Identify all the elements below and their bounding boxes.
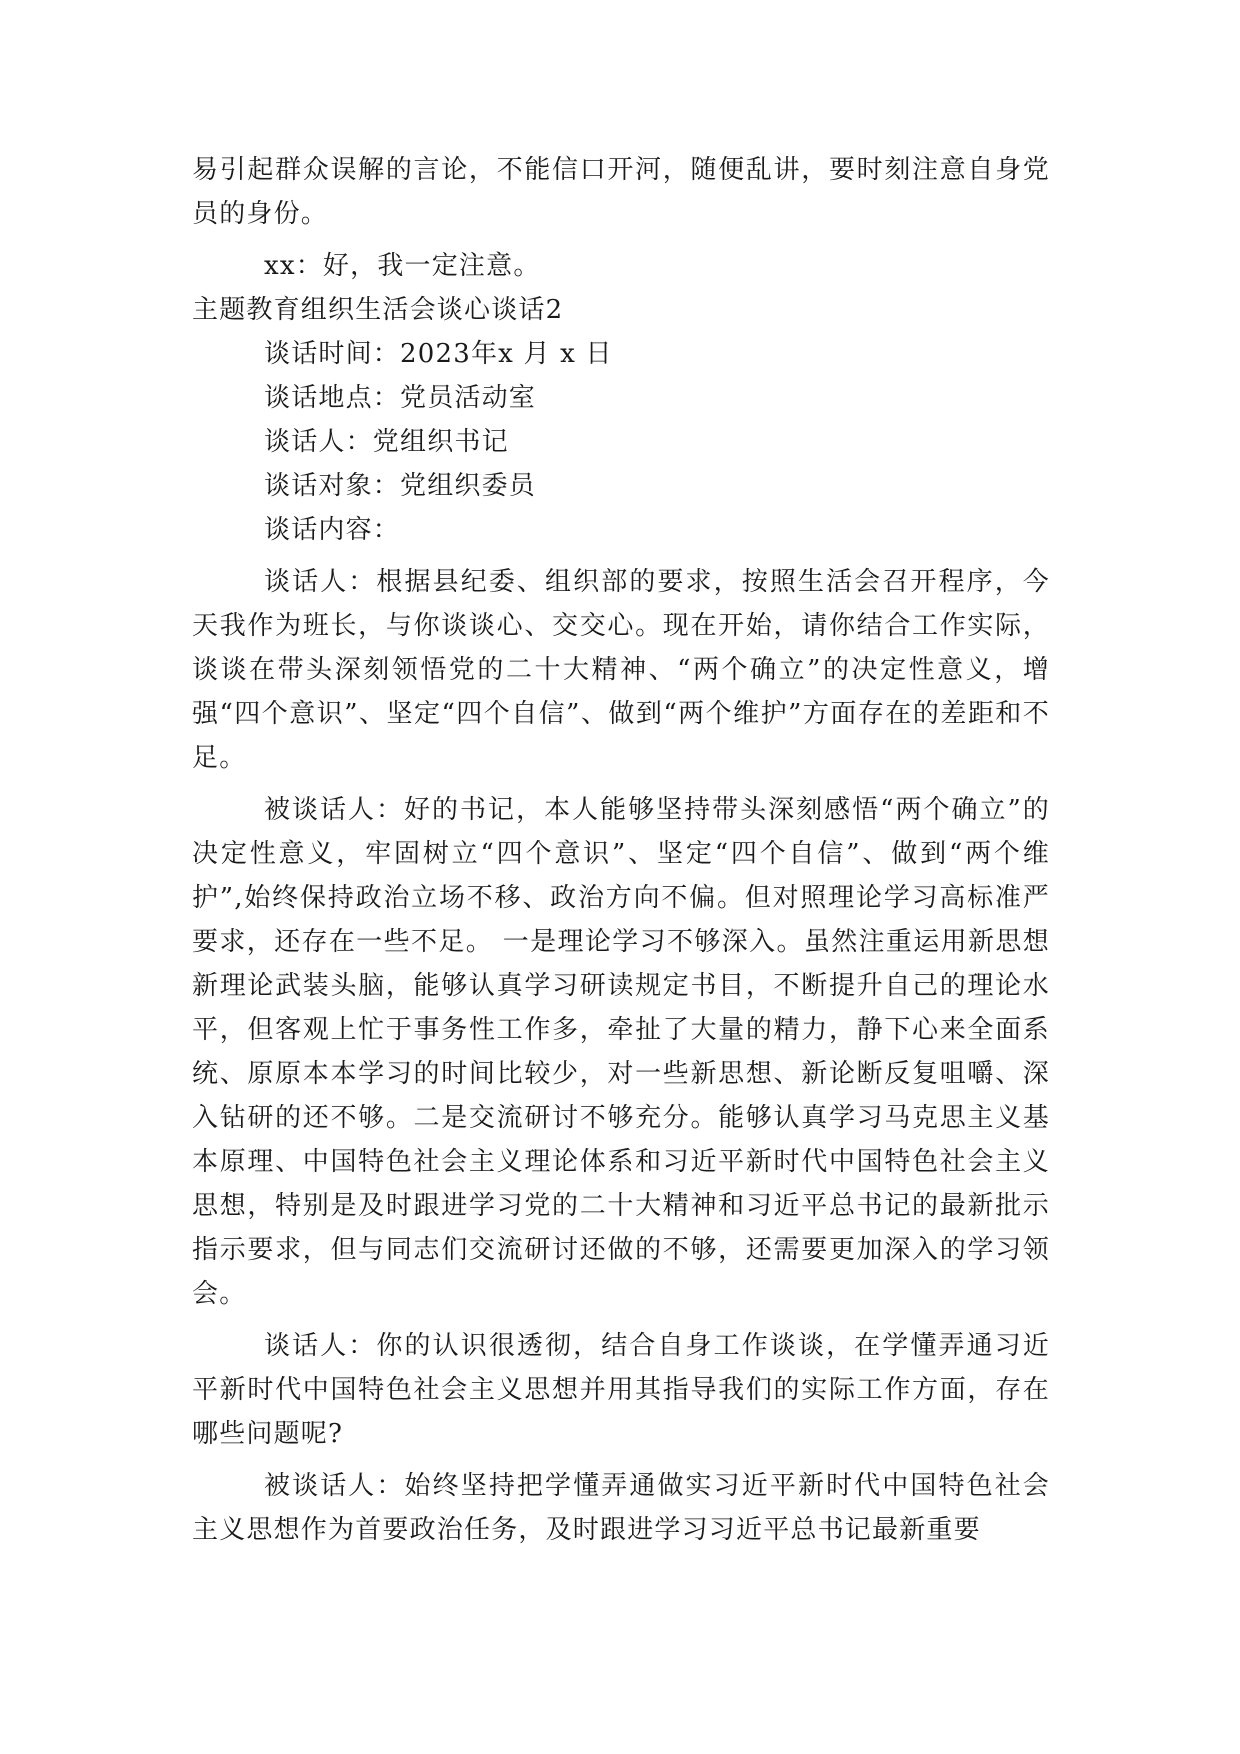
paragraph-continued: 易引起群众误解的言论，不能信口开河，随便乱讲，要时刻注意自身党员的身份。: [192, 155, 1050, 229]
dialogue-paragraph: 被谈话人：始终坚持把学懂弄通做实习近平新时代中国特色社会主义思想作为首要政治任务，及时跟进学习习近平总书记最新重要: [192, 1471, 1050, 1545]
document-body: [192, 148, 1050, 1552]
reply-line: xx：好，我一定注意。: [264, 251, 541, 281]
dialogue-paragraph: 被谈话人：好的书记，本人能够坚持带头深刻感悟“两个确立”的决定性意义，牢固树立“四个意识”、坚定“四个自信”、做到“两个维护”,始终保持政治立场不移、政治方向不偏。但对照理论学习高标准严要求，还存在一些不足。 一是理论学习不够深入。虽然注重运用新思想新理论武装头脑，能够认真学习研读规定书目，不断提升自己的理论水平，但客观上忙于事务性工作多，牵扯了大量的精力，静下心来全面系统、原原本本学习的时间比较少，对一些新思想、新论断反复咀嚼、深入钻研的还不够。二是交流研讨不够充分。能够认真学习马克思主义基本原理、中国特色社会主义理论体系和习近平新时代中国特色社会主义思想，特别是及时跟进学习党的二十大精神和习近平总书记的最新批示指示要求，但与同志们交流研讨还做的不够，还需要更加深入的学习领会。: [192, 795, 1050, 1309]
meta-time: 谈话时间：2023年x 月 x 日: [264, 339, 613, 369]
meta-place: 谈话地点：党员活动室: [264, 383, 537, 413]
section-heading: 主题教育组织生活会谈心谈话2: [192, 295, 564, 325]
meta-content-label: 谈话内容：: [264, 515, 401, 545]
dialogue-paragraph: 谈话人：你的认识很透彻，结合自身工作谈谈，在学懂弄通习近平新时代中国特色社会主义思想并用其指导我们的实际工作方面，存在哪些问题呢?: [192, 1331, 1050, 1449]
meta-speaker: 谈话人：党组织书记: [264, 427, 509, 457]
dialogue-paragraph: 谈话人：根据县纪委、组织部的要求，按照生活会召开程序，今天我作为班长，与你谈谈心、交交心。现在开始，请你结合工作实际，谈谈在带头深刻领悟党的二十大精神、“两个确立”的决定性意义，增强“四个意识”、坚定“四个自信”、做到“两个维护”方面存在的差距和不足。: [192, 567, 1050, 773]
meta-target: 谈话对象：党组织委员: [264, 471, 537, 501]
